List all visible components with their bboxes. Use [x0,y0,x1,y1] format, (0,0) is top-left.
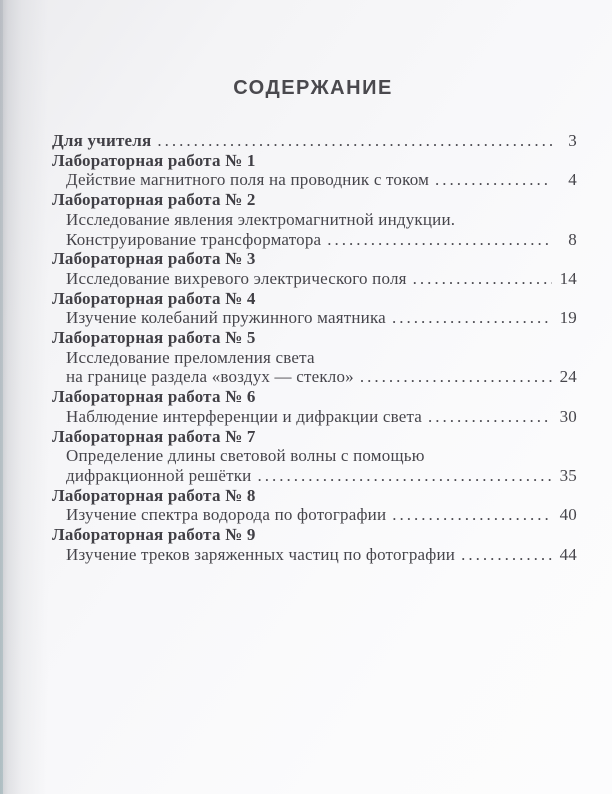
toc-entry-label: Исследование вихревого электрического поля [66,268,407,288]
dot-leader [392,308,552,328]
toc-entry [52,170,577,190]
toc-entry-label: Наблюдение интерференции и дифракции света [66,406,423,426]
toc-entry [52,486,577,506]
toc-entry [52,230,577,250]
page-number: 14 [559,268,577,288]
page-number: 4 [568,170,577,190]
toc-entry-label: Лабораторная работа № 4 [52,288,256,308]
toc-entry [52,545,577,565]
toc-entry-label: Лабораторная работа № 6 [52,387,256,407]
toc-entry [52,210,577,230]
toc-entry-label: Изучение колебаний пружинного маятника [66,308,386,328]
toc-entry [52,387,577,407]
toc-entry-label: Конструирование трансформатора [66,229,322,249]
dot-leader [413,269,552,289]
toc-entry [52,308,577,328]
dot-leader [428,407,552,427]
dot-leader [392,505,552,525]
toc-entry [52,446,577,466]
toc-entry [52,525,577,545]
toc-entry [52,190,577,210]
page-number: 35 [559,465,577,485]
toc-entry-label: Исследование преломления света [66,347,315,367]
toc-entry-label: Лабораторная работа № 7 [52,426,256,446]
dot-leader [157,131,552,151]
toc-entry-label: Исследование явления электромагнитной индукции. [66,209,456,229]
dot-leader [435,170,552,190]
dot-leader [257,466,552,486]
page-number: 8 [568,229,577,249]
toc-entry [52,427,577,447]
toc-entry-label: Действие магнитного поля на проводник с током [66,170,430,190]
toc-entry [52,466,577,486]
dot-leader [327,230,552,250]
toc-entry-label: на границе раздела «воздух — стекло» [66,367,354,387]
toc-entry-label: Лабораторная работа № 9 [52,525,256,545]
toc-entry [52,249,577,269]
page-title: СОДЕРЖАНИЕ [233,77,393,99]
toc-entry-label: Определение длины световой волны с помощью [66,446,425,466]
toc-entry-label: Лабораторная работа № 1 [52,150,256,170]
page-number: 24 [559,367,577,387]
page-number: 19 [559,308,577,328]
toc-entry [52,505,577,525]
toc-entry [52,348,577,368]
toc-entry-label: дифракционной решётки [66,465,252,485]
toc-entry [52,289,577,309]
toc-entry-label: Лабораторная работа № 3 [52,249,256,269]
page-number: 44 [559,544,577,564]
toc-entry-label: Лабораторная работа № 5 [52,328,256,348]
toc-entry [52,367,577,387]
toc-entry [52,407,577,427]
page-number: 30 [559,406,577,426]
toc-entry [52,131,577,151]
toc-entry-label: Для учителя [52,131,152,150]
toc-entry [52,151,577,171]
toc-entry-label: Изучение спектра водорода по фотографии [66,505,387,525]
page-number: 40 [559,505,577,525]
toc-entry [52,269,577,289]
toc-entry-label: Изучение треков заряженных частиц по фотографии [66,544,456,564]
dot-leader [461,545,552,565]
table-of-contents [0,131,612,564]
page-number: 3 [568,131,577,150]
toc-entry [52,328,577,348]
dot-leader [360,367,552,387]
toc-entry-label: Лабораторная работа № 2 [52,190,256,210]
toc-entry-label: Лабораторная работа № 8 [52,485,256,505]
